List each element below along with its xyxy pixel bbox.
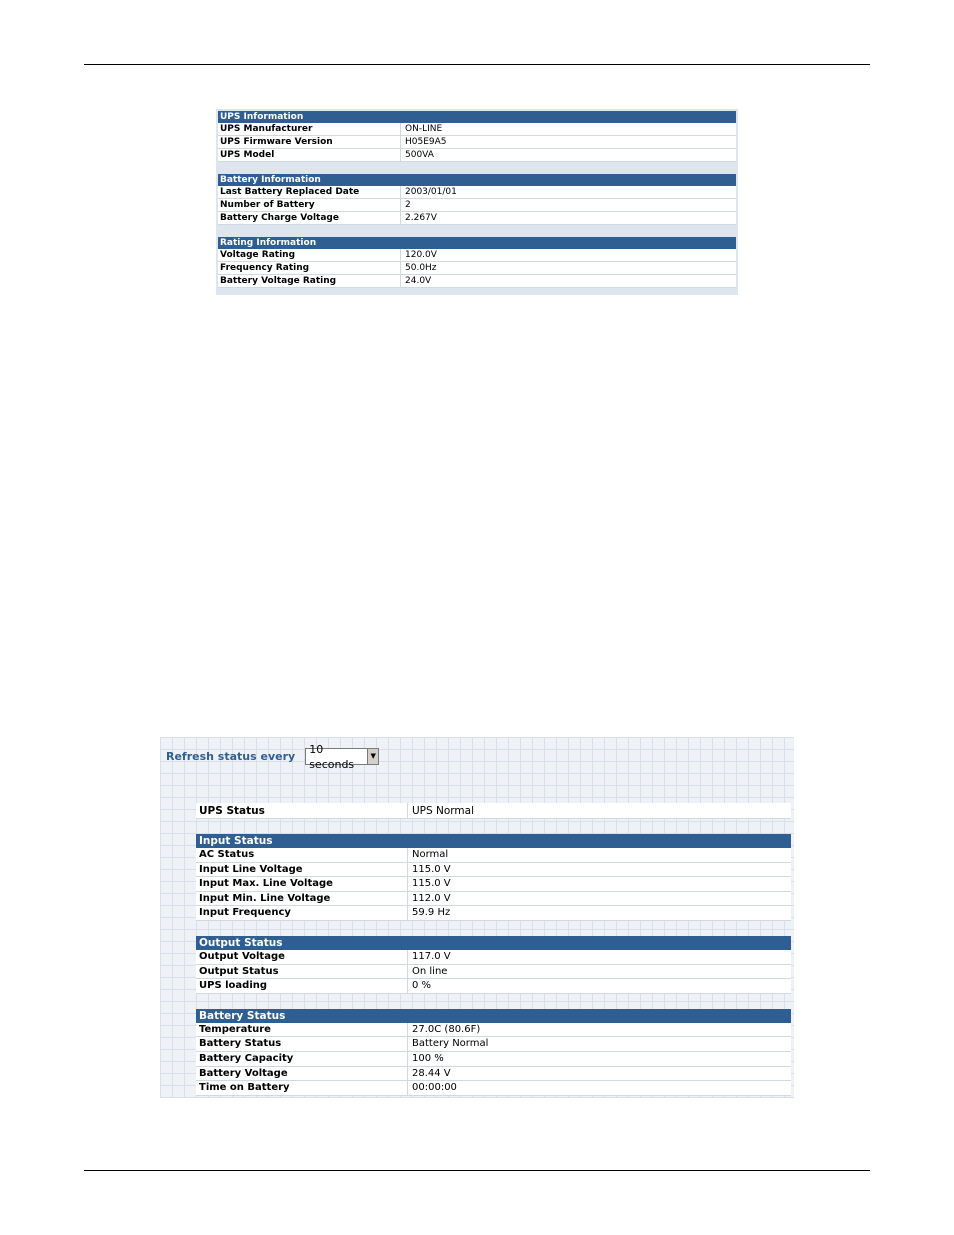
section-gap (196, 921, 791, 936)
table-row (218, 186, 736, 199)
table-row (218, 199, 736, 212)
table-row (196, 1037, 791, 1052)
row-label: Battery Voltage Rating (218, 275, 401, 287)
ups-info-panel (216, 109, 738, 295)
row-value: 24.0V (405, 276, 432, 286)
status-table (196, 803, 791, 1096)
table-row (218, 275, 736, 288)
row-label: Voltage Rating (218, 249, 401, 261)
row-value: 117.0 V (412, 950, 451, 962)
row-label: UPS Manufacturer (218, 123, 401, 135)
ups-status-row (196, 803, 791, 819)
row-value: 112.0 V (412, 892, 451, 904)
row-label: Input Max. Line Voltage (196, 877, 408, 891)
table-row (196, 1023, 791, 1038)
row-label: Input Line Voltage (196, 863, 408, 877)
row-value: 28.44 V (412, 1067, 451, 1079)
table-row (196, 979, 791, 994)
row-label: AC Status (196, 848, 408, 862)
table-row (218, 262, 736, 275)
table-row (196, 965, 791, 980)
row-value: ON-LINE (405, 124, 443, 134)
output-status-header: Output Status (196, 936, 791, 950)
row-label: Input Min. Line Voltage (196, 892, 408, 906)
row-label: UPS Model (218, 149, 401, 161)
row-value: 500VA (405, 150, 434, 160)
table-row (218, 123, 736, 136)
row-value: 0 % (412, 980, 432, 992)
row-value: Normal (412, 849, 449, 860)
chevron-down-icon[interactable]: ▼ (367, 749, 378, 764)
row-label: Input Frequency (196, 906, 408, 920)
page-footer-rule (84, 1170, 870, 1171)
rating-information-header: Rating Information (218, 237, 736, 249)
row-value: 2 (405, 200, 411, 210)
refresh-interval-value: 10 seconds (309, 742, 355, 771)
table-row (196, 950, 791, 965)
row-value: 115.0 V (412, 863, 451, 875)
row-value: 120.0V (405, 250, 437, 260)
row-label: Output Status (196, 965, 408, 979)
row-value: On line (412, 965, 448, 977)
row-value: 50.0Hz (405, 263, 437, 273)
row-value: 2.267V (405, 213, 437, 223)
row-label: UPS loading (196, 979, 408, 993)
row-label: Battery Voltage (196, 1067, 408, 1081)
refresh-control (166, 742, 379, 771)
table-row (196, 906, 791, 921)
section-gap (196, 994, 791, 1009)
section-gap (218, 225, 736, 237)
row-label: UPS Status (196, 803, 408, 818)
refresh-label: Refresh status every (166, 750, 296, 763)
section-gap (196, 819, 791, 834)
row-label: Frequency Rating (218, 262, 401, 274)
table-row (196, 863, 791, 878)
table-row (218, 212, 736, 225)
refresh-interval-select[interactable] (305, 742, 379, 771)
page-header-rule (84, 64, 870, 65)
row-label: Number of Battery (218, 199, 401, 211)
table-row (218, 136, 736, 149)
row-value: H05E9A5 (405, 137, 447, 147)
table-row (218, 149, 736, 162)
battery-status-header: Battery Status (196, 1009, 791, 1023)
table-row (196, 848, 791, 863)
table-row (196, 1067, 791, 1082)
ups-information-header: UPS Information (218, 111, 736, 123)
row-value: 100 % (412, 1052, 444, 1064)
table-row (196, 1081, 791, 1096)
row-label: Time on Battery (196, 1081, 408, 1095)
row-label: Output Voltage (196, 950, 408, 964)
row-label: Battery Charge Voltage (218, 212, 401, 224)
row-value: 115.0 V (412, 878, 451, 890)
table-row (196, 892, 791, 907)
battery-information-header: Battery Information (218, 174, 736, 186)
row-value: 59.9 Hz (412, 907, 451, 919)
row-value: Battery Normal (412, 1038, 489, 1050)
table-row (196, 877, 791, 892)
table-row (218, 249, 736, 262)
row-value: 2003/01/01 (405, 187, 457, 197)
row-label: Temperature (196, 1023, 408, 1037)
ups-status-panel (160, 737, 794, 1098)
row-value: 00:00:00 (412, 1082, 457, 1094)
ups-status-value: UPS Normal (412, 805, 475, 817)
row-label: Battery Status (196, 1037, 408, 1051)
row-label: Battery Capacity (196, 1052, 408, 1066)
input-status-header: Input Status (196, 834, 791, 848)
row-label: UPS Firmware Version (218, 136, 401, 148)
row-value: 27.0C (80.6F) (412, 1023, 481, 1035)
row-label: Last Battery Replaced Date (218, 186, 401, 198)
table-row (196, 1052, 791, 1067)
section-gap (218, 162, 736, 174)
